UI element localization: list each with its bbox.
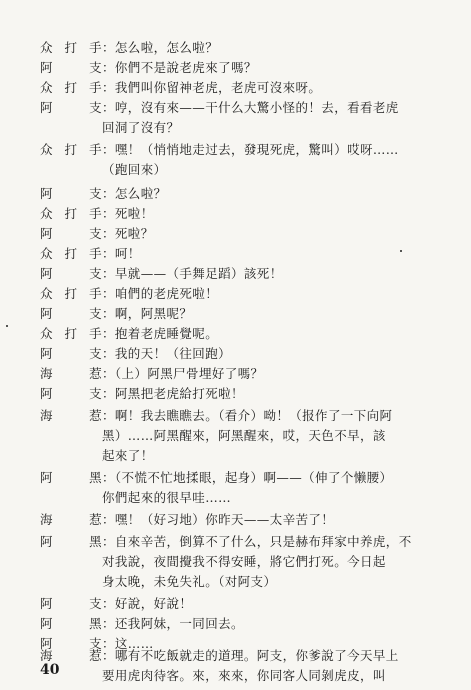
dialogue-text: ：（不慌不忙地揉眼，起身）啊——（伸了个懒腰） (102, 470, 393, 485)
dialogue-line (40, 408, 460, 424)
speaker-name: 阿 支 (40, 596, 102, 611)
dialogue-text: ：阿黑把老虎給打死啦！ (102, 386, 244, 401)
dialogue-text: ：你們不是說老虎來了嗎？ (102, 60, 257, 75)
dialogue-line (40, 648, 460, 664)
dialogue-line (40, 386, 460, 402)
dialogue-line (40, 366, 460, 382)
speaker-name: 海 惹 (40, 408, 102, 423)
dialogue-text: ：自來辛苦，倒算不了什么，只是赫布拜家中养虎，不 (102, 534, 412, 549)
dialogue-text: ：嘿！（好习地）你昨天——太辛苦了！ (102, 512, 335, 527)
page-number: 40 (40, 662, 60, 678)
dialogue-line (40, 616, 460, 632)
speaker-name: 阿 支 (40, 186, 102, 201)
dialogue-continuation: 对我說，夜間攪我不得安睡，將它們打死。今日起 (102, 554, 386, 569)
dialogue-text: ：死啦！ (102, 206, 154, 221)
dialogue-line (40, 80, 460, 96)
dialogue-line (40, 206, 460, 222)
speaker-name: 海 惹 (40, 512, 102, 527)
dialogue-line (40, 326, 460, 342)
dialogue-continuation: 回洞了沒有？ (102, 120, 180, 135)
dialogue-text: ：哼，沒有來——干什么大驚小怪的！去，看看老虎 (102, 100, 399, 115)
dialogue-line (40, 534, 460, 550)
dialogue-text: ：咱們的老虎死啦！ (102, 286, 219, 301)
dialogue-continuation: 你們起來的很早哇…… (102, 490, 232, 505)
dialogue-line (40, 286, 460, 302)
dialogue-line (40, 142, 460, 158)
dialogue-text: ：我們叫你留神老虎，老虎可沒來呀。 (102, 80, 322, 95)
speaker-name: 阿 黑 (40, 534, 102, 549)
dialogue-text: ：啊，阿黑呢？ (102, 306, 193, 321)
speaker-name: 阿 支 (40, 226, 102, 241)
dialogue-continuation: 身太晚，未免失礼。（对阿支） (102, 574, 277, 589)
dialogue-line (40, 226, 460, 242)
dialogue-continuation: （跑回來） (102, 162, 167, 177)
dialogue-line (40, 100, 460, 116)
speaker-name: 阿 支 (40, 266, 102, 281)
speck-mark (400, 250, 402, 252)
dialogue-text: ：怎么啦，怎么啦？ (102, 40, 219, 55)
speaker-name: 阿 支 (40, 636, 102, 651)
speck-mark (6, 325, 8, 327)
dialogue-text: ：哪有不吃飯就走的道理。阿支，你爹說了今天早上 (102, 648, 399, 663)
speaker-name: 众打手 (40, 206, 102, 221)
dialogue-line (40, 306, 460, 322)
speaker-name: 阿 黑 (40, 470, 102, 485)
dialogue-text: ：死啦？ (102, 226, 154, 241)
dialogue-line (40, 596, 460, 612)
speaker-name: 众打手 (40, 286, 102, 301)
dialogue-text: ：呵！ (102, 246, 141, 261)
speaker-name: 阿 黑 (40, 616, 102, 631)
speaker-name: 众打手 (40, 80, 102, 95)
dialogue-line (40, 40, 460, 56)
dialogue-text: ：我的天！（往回跑） (102, 346, 232, 361)
dialogue-text: ：这…… (102, 636, 154, 651)
speaker-name: 众打手 (40, 142, 102, 157)
dialogue-text: ：怎么啦？ (102, 186, 167, 201)
speaker-name: 阿 支 (40, 386, 102, 401)
dialogue-text: ：还我阿妹，一同回去。 (102, 616, 244, 631)
dialogue-line (40, 246, 460, 262)
speaker-name: 众打手 (40, 246, 102, 261)
dialogue-continuation: 起來了！ (102, 448, 154, 463)
dialogue-continuation: 要用虎肉待客。來，來來，你同客人同剝虎皮，叫 (102, 668, 386, 683)
dialogue-text: ：嘿！（悄悄地走过去，發現死虎，驚叫）哎呀…… (102, 142, 399, 157)
dialogue-line (40, 60, 460, 76)
dialogue-text: ：啊！我去瞧瞧去。（看介）呦！（报作了一下向阿 (102, 408, 393, 423)
speaker-name: 众打手 (40, 40, 102, 55)
speaker-name: 阿 支 (40, 346, 102, 361)
speaker-name: 海 惹 (40, 366, 102, 381)
dialogue-line (40, 346, 460, 362)
dialogue-line (40, 470, 460, 486)
dialogue-line (40, 512, 460, 528)
dialogue-line (40, 266, 460, 282)
dialogue-text: ：好說，好說！ (102, 596, 193, 611)
dialogue-text: ：早就——（手舞足蹈）該死！ (102, 266, 283, 281)
speaker-name: 阿 支 (40, 306, 102, 321)
dialogue-line (40, 186, 460, 202)
speaker-name: 阿 支 (40, 60, 102, 75)
speaker-name: 阿 支 (40, 100, 102, 115)
speaker-name: 海 惹 (40, 648, 102, 663)
dialogue-text: ：（上）阿黑尸骨埋好了嗎？ (102, 366, 264, 381)
speaker-name: 众打手 (40, 326, 102, 341)
dialogue-text: ：抱着老虎睡覺呢。 (102, 326, 219, 341)
dialogue-continuation: 黑）……阿黑醒來，阿黑醒來，哎，天色不早，該 (102, 428, 386, 443)
